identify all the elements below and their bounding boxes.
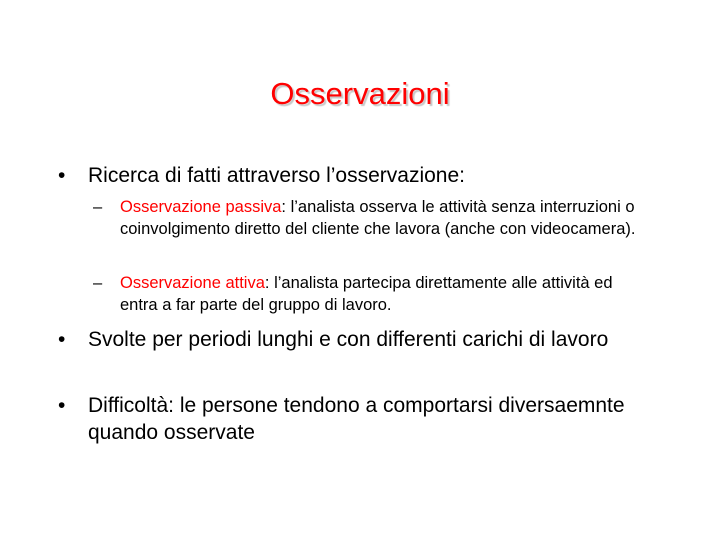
dash-marker: – bbox=[93, 198, 103, 216]
sub-bullet-text: : l’analista partecipa direttamente alle attività ed entra a far parte del gruppo di lavoro. bbox=[120, 274, 613, 314]
bullet-marker: • bbox=[58, 394, 66, 417]
sub-bullet-item bbox=[93, 196, 640, 240]
bullet-text: Ricerca di fatti attraverso l’osservazione: bbox=[88, 164, 465, 187]
bullet-text: Svolte per periodi lunghi e con differenti carichi di lavoro bbox=[88, 328, 609, 351]
slide-title: Osservazioni bbox=[270, 76, 450, 111]
bullet-item bbox=[58, 162, 648, 189]
bullet-marker: • bbox=[58, 328, 66, 351]
bullet-marker: • bbox=[58, 164, 66, 187]
sub-bullet-item bbox=[93, 272, 640, 316]
sub-bullet-term: Osservazione attiva bbox=[120, 274, 265, 292]
dash-marker: – bbox=[93, 274, 103, 292]
bullet-item bbox=[58, 326, 648, 353]
sub-bullet-term: Osservazione passiva bbox=[120, 198, 282, 216]
bullet-item bbox=[58, 392, 648, 446]
bullet-text: Difficoltà: le persone tendono a comportarsi diversaemnte quando osservate bbox=[88, 394, 625, 444]
sub-bullet-text: : l’analista osserva le attività senza interruzioni o coinvolgimento diretto del cliente che lavora (anche con videocamera). bbox=[120, 198, 636, 238]
